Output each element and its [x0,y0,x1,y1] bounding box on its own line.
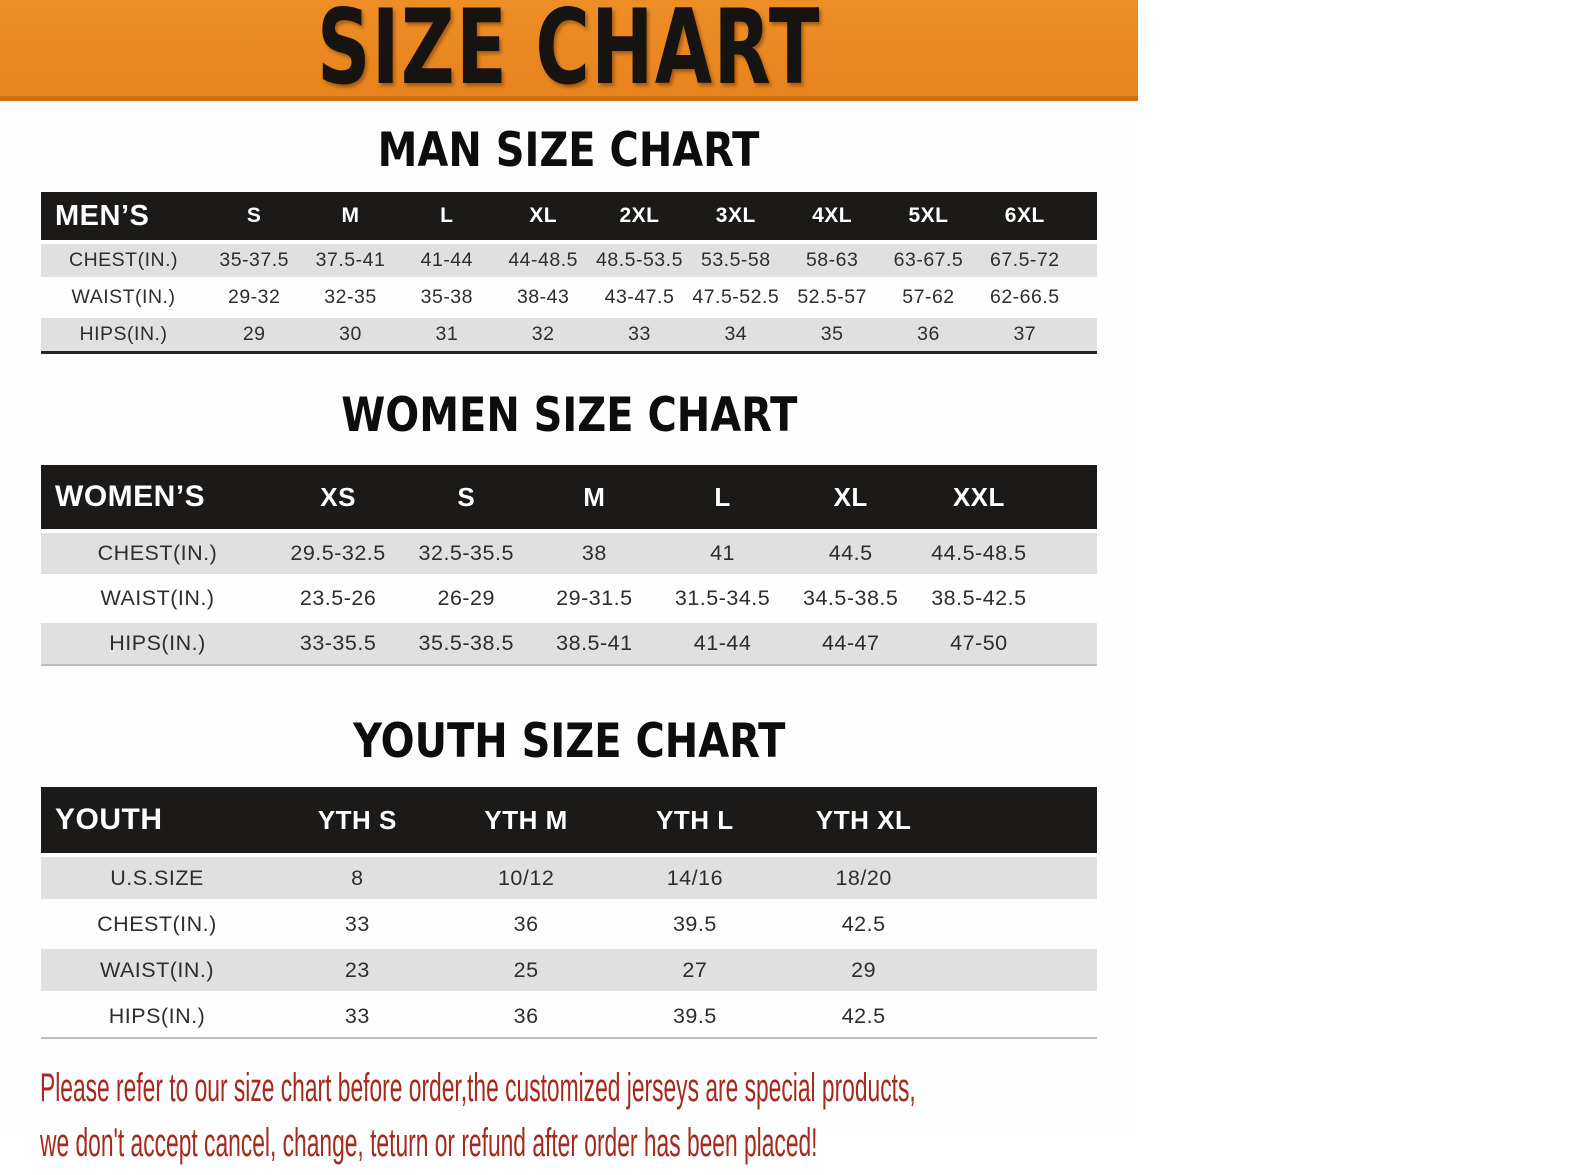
youth-row-label: HIPS(IN.) [41,993,273,1038]
women-value-cell: 41-44 [658,621,786,665]
youth-row-label: WAIST(IN.) [41,947,273,993]
women-value-cell: 34.5-38.5 [787,576,915,621]
men-row-chest-in [41,242,1097,279]
men-column-xl: XL [495,192,591,242]
youth-value-cell: 42.5 [779,901,948,947]
men-section [0,123,1138,354]
youth-value-cell: 8 [273,855,442,901]
men-value-cell: 38-43 [495,279,591,316]
men-header-row [41,192,1097,242]
women-header-row [41,465,1097,531]
youth-value-cell: 23 [273,947,442,993]
women-column-l: L [658,465,786,531]
youth-row-label: CHEST(IN.) [41,901,273,947]
youth-value-cell: 39.5 [611,901,780,947]
youth-row-label: U.S.SIZE [41,855,273,901]
women-value-cell: 33-35.5 [274,621,402,665]
men-column-2xl: 2XL [591,192,687,242]
men-value-cell: 53.5-58 [688,242,784,279]
men-column-l: L [399,192,495,242]
youth-row-spacer [948,947,1097,993]
women-row-spacer [1043,531,1097,576]
men-corner-label: MEN’S [41,192,206,242]
women-column-xs: XS [274,465,402,531]
men-row-spacer [1073,279,1097,316]
men-value-cell: 63-67.5 [880,242,976,279]
men-value-cell: 33 [591,316,687,353]
youth-section-heading [0,714,1138,769]
youth-value-cell: 29 [779,947,948,993]
men-row-hips-in [41,316,1097,353]
women-row-spacer [1043,621,1097,665]
men-row-label: CHEST(IN.) [41,242,206,279]
women-column-m: M [530,465,658,531]
men-row-spacer [1073,242,1097,279]
men-value-cell: 35 [784,316,880,353]
women-value-cell: 47-50 [915,621,1043,665]
women-corner-label: WOMEN’S [41,465,274,531]
youth-value-cell: 36 [442,901,611,947]
youth-section [0,714,1138,1039]
youth-column-yth-s: YTH S [273,787,442,855]
women-row-chest-in [41,531,1097,576]
women-section [0,388,1138,666]
youth-size-table [41,787,1097,1039]
women-size-table [41,465,1097,666]
disclaimer-line-2-text: we don't accept cancel, change, teturn or refund after order has been placed! [40,1121,818,1165]
women-value-cell: 44-47 [787,621,915,665]
youth-value-cell: 39.5 [611,993,780,1038]
disclaimer-line-2 [40,1120,1138,1175]
youth-header-spacer [948,787,1097,855]
women-row-hips-in [41,621,1097,665]
men-column-m: M [302,192,398,242]
women-value-cell: 23.5-26 [274,576,402,621]
men-value-cell: 41-44 [399,242,495,279]
banner [0,0,1138,108]
men-value-cell: 52.5-57 [784,279,880,316]
youth-row-chest-in [41,901,1097,947]
men-row-waist-in [41,279,1097,316]
youth-row-waist-in [41,947,1097,993]
youth-value-cell: 10/12 [442,855,611,901]
women-row-waist-in [41,576,1097,621]
men-value-cell: 57-62 [880,279,976,316]
men-value-cell: 37 [977,316,1073,353]
women-row-spacer [1043,576,1097,621]
women-header-spacer [1043,465,1097,531]
men-row-spacer [1073,316,1097,353]
youth-value-cell: 33 [273,993,442,1038]
youth-value-cell: 25 [442,947,611,993]
disclaimer-line-1 [40,1065,1138,1120]
men-column-s: S [206,192,302,242]
youth-value-cell: 42.5 [779,993,948,1038]
disclaimer-line-1-text: Please refer to our size chart before order,the customized jerseys are special products, [40,1066,916,1110]
women-value-cell: 32.5-35.5 [402,531,530,576]
youth-value-cell: 33 [273,901,442,947]
women-section-heading-text: WOMEN SIZE CHART [340,388,798,443]
women-value-cell: 44.5-48.5 [915,531,1043,576]
women-section-heading [0,388,1138,443]
men-header-spacer [1073,192,1097,242]
men-value-cell: 29-32 [206,279,302,316]
men-row-label: WAIST(IN.) [41,279,206,316]
men-column-3xl: 3XL [688,192,784,242]
youth-section-heading-text: YOUTH SIZE CHART [352,714,786,769]
men-row-label: HIPS(IN.) [41,316,206,353]
men-section-heading [0,123,1138,178]
men-value-cell: 35-37.5 [206,242,302,279]
men-size-table [41,192,1097,354]
men-value-cell: 31 [399,316,495,353]
women-value-cell: 29.5-32.5 [274,531,402,576]
women-value-cell: 26-29 [402,576,530,621]
women-row-label: HIPS(IN.) [41,621,274,665]
men-column-4xl: 4XL [784,192,880,242]
youth-corner-label: YOUTH [41,787,273,855]
women-value-cell: 31.5-34.5 [658,576,786,621]
banner-title: SIZE CHART [317,0,821,108]
youth-value-cell: 18/20 [779,855,948,901]
men-column-6xl: 6XL [977,192,1073,242]
women-value-cell: 29-31.5 [530,576,658,621]
men-value-cell: 29 [206,316,302,353]
men-value-cell: 32 [495,316,591,353]
men-value-cell: 67.5-72 [977,242,1073,279]
women-row-label: WAIST(IN.) [41,576,274,621]
women-value-cell: 38 [530,531,658,576]
youth-row-spacer [948,993,1097,1038]
women-column-xxl: XXL [915,465,1043,531]
youth-row-spacer [948,901,1097,947]
men-value-cell: 44-48.5 [495,242,591,279]
men-value-cell: 43-47.5 [591,279,687,316]
men-value-cell: 47.5-52.5 [688,279,784,316]
youth-value-cell: 14/16 [611,855,780,901]
women-column-xl: XL [787,465,915,531]
men-section-heading-text: MAN SIZE CHART [378,123,760,178]
men-value-cell: 35-38 [399,279,495,316]
women-row-label: CHEST(IN.) [41,531,274,576]
men-value-cell: 34 [688,316,784,353]
men-value-cell: 48.5-53.5 [591,242,687,279]
youth-row-u-s-size [41,855,1097,901]
youth-value-cell: 36 [442,993,611,1038]
men-column-5xl: 5XL [880,192,976,242]
men-value-cell: 32-35 [302,279,398,316]
men-value-cell: 36 [880,316,976,353]
youth-header-row [41,787,1097,855]
men-value-cell: 62-66.5 [977,279,1073,316]
youth-column-yth-xl: YTH XL [779,787,948,855]
youth-row-hips-in [41,993,1097,1038]
men-value-cell: 37.5-41 [302,242,398,279]
youth-row-spacer [948,855,1097,901]
women-value-cell: 38.5-42.5 [915,576,1043,621]
youth-value-cell: 27 [611,947,780,993]
men-value-cell: 58-63 [784,242,880,279]
youth-column-yth-m: YTH M [442,787,611,855]
women-value-cell: 38.5-41 [530,621,658,665]
men-value-cell: 30 [302,316,398,353]
women-value-cell: 44.5 [787,531,915,576]
women-column-s: S [402,465,530,531]
disclaimer [40,1065,1138,1175]
women-value-cell: 41 [658,531,786,576]
women-value-cell: 35.5-38.5 [402,621,530,665]
youth-column-yth-l: YTH L [611,787,780,855]
